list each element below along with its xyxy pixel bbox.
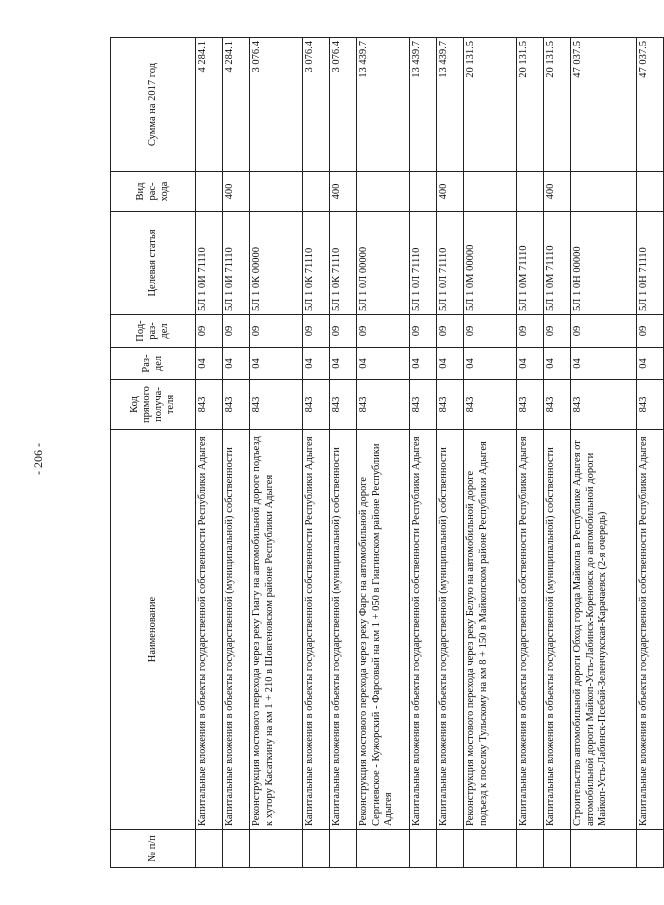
- cell-code: 843: [464, 380, 517, 430]
- table-row: [250, 38, 303, 868]
- cell-vid: [637, 172, 664, 212]
- table-row: [437, 38, 464, 868]
- cell-razdel: 04: [196, 348, 223, 380]
- cell-name: Строительство автомобильной дороги Обход города Майкопа в Республике Адыгея от автомобильной дороги Майкоп-Усть-Лабинск-Кореновск до автомобильной дороги Майкоп-Усть-Лабинск-Псебай-Зеленчукская-Карачаевск (2-я очередь): [571, 430, 637, 830]
- table-row: [330, 38, 357, 868]
- cell-podrazdel: 09: [250, 315, 303, 348]
- cell-code: 843: [357, 380, 410, 430]
- page-number: - 206 -: [31, 443, 45, 475]
- cell-name: Капитальные вложения в объекты государственной (муниципальной) собственности: [437, 430, 464, 830]
- cell-sum: 20 131.5: [544, 38, 571, 172]
- cell-vid: 400: [223, 172, 250, 212]
- cell-name: Капитальные вложения в объекты государственной собственности Республики Адыгея: [196, 430, 223, 830]
- cell-sum: 13 439.7: [357, 38, 410, 172]
- cell-article: 5Л 1 0М 00000: [464, 212, 517, 315]
- cell-article: 5Л 1 0М 71110: [517, 212, 544, 315]
- header-sum: Сумма на 2017 год: [111, 38, 196, 172]
- cell-num: [303, 830, 330, 868]
- cell-sum: 3 076.4: [250, 38, 303, 172]
- table-row: [303, 38, 330, 868]
- cell-article: 5Л 1 0Л 71110: [437, 212, 464, 315]
- cell-vid: 400: [544, 172, 571, 212]
- cell-num: [196, 830, 223, 868]
- cell-name: Капитальные вложения в объекты государственной (муниципальной) собственности: [330, 430, 357, 830]
- cell-code: 843: [637, 380, 664, 430]
- budget-table: [110, 37, 664, 868]
- cell-name: Капитальные вложения в объекты государственной собственности Республики Адыгея: [637, 430, 664, 830]
- cell-article: 5Л 1 0Л 71110: [410, 212, 437, 315]
- header-article: Целевая статья: [111, 212, 196, 315]
- cell-name: Капитальные вложения в объекты государственной собственности Республики Адыгея: [303, 430, 330, 830]
- cell-sum: 13 439.7: [410, 38, 437, 172]
- header-podrazdel: Под-раз-дел: [111, 315, 196, 348]
- cell-sum: 3 076.4: [330, 38, 357, 172]
- cell-num: [571, 830, 637, 868]
- cell-sum: 4 284.1: [196, 38, 223, 172]
- cell-code: 843: [330, 380, 357, 430]
- table-row: [464, 38, 517, 868]
- cell-sum: 20 131.5: [517, 38, 544, 172]
- cell-razdel: 04: [437, 348, 464, 380]
- cell-podrazdel: 09: [196, 315, 223, 348]
- table-row: [517, 38, 544, 868]
- cell-razdel: 04: [223, 348, 250, 380]
- cell-sum: 3 076.4: [303, 38, 330, 172]
- cell-article: 5Л 1 0М 71110: [544, 212, 571, 315]
- cell-podrazdel: 09: [410, 315, 437, 348]
- cell-podrazdel: 09: [637, 315, 664, 348]
- cell-num: [357, 830, 410, 868]
- cell-razdel: 04: [303, 348, 330, 380]
- cell-article: 5Л 1 0Л 00000: [357, 212, 410, 315]
- cell-razdel: 04: [410, 348, 437, 380]
- cell-code: 843: [544, 380, 571, 430]
- cell-name: Капитальные вложения в объекты государственной собственности Республики Адыгея: [410, 430, 437, 830]
- cell-code: 843: [437, 380, 464, 430]
- cell-name: Капитальные вложения в объекты государственной (муниципальной) собственности: [223, 430, 250, 830]
- cell-razdel: 04: [330, 348, 357, 380]
- cell-num: [437, 830, 464, 868]
- cell-name: Реконструкция мостового перехода через реку Фарс на автомобильной дороге Сергиевское - Кужорский - Фарсовый на км 1 + 050 в Гиагинском районе Республики Адыгея: [357, 430, 410, 830]
- cell-code: 843: [517, 380, 544, 430]
- cell-podrazdel: 09: [357, 315, 410, 348]
- cell-num: [410, 830, 437, 868]
- cell-vid: [303, 172, 330, 212]
- cell-article: 5Л 1 0И 71110: [196, 212, 223, 315]
- cell-code: 843: [571, 380, 637, 430]
- cell-num: [250, 830, 303, 868]
- cell-num: [544, 830, 571, 868]
- cell-article: 5Л 1 0К 71110: [330, 212, 357, 315]
- cell-vid: [517, 172, 544, 212]
- table-row: [196, 38, 223, 868]
- cell-num: [464, 830, 517, 868]
- cell-num: [223, 830, 250, 868]
- cell-article: 5Л 1 0Н 00000: [571, 212, 637, 315]
- cell-podrazdel: 09: [464, 315, 517, 348]
- cell-sum: 47 037.5: [571, 38, 637, 172]
- cell-podrazdel: 09: [330, 315, 357, 348]
- cell-article: 5Л 1 0К 00000: [250, 212, 303, 315]
- table-row: [637, 38, 664, 868]
- cell-podrazdel: 09: [223, 315, 250, 348]
- cell-name: Капитальные вложения в объекты государственной (муниципальной) собственности: [544, 430, 571, 830]
- header-vid: Вид рас-хода: [111, 172, 196, 212]
- cell-name: Капитальные вложения в объекты государственной собственности Республики Адыгея: [517, 430, 544, 830]
- cell-podrazdel: 09: [517, 315, 544, 348]
- cell-razdel: 04: [250, 348, 303, 380]
- cell-razdel: 04: [637, 348, 664, 380]
- cell-podrazdel: 09: [571, 315, 637, 348]
- cell-name: Реконструкция мостового перехода через реку Гиагу на автомобильной дороге подъезд к хутору Касаткину на км 1 + 210 в Шовгеновском районе Республики Адыгея: [250, 430, 303, 830]
- budget-table-container: [110, 38, 649, 868]
- cell-vid: [571, 172, 637, 212]
- cell-code: 843: [196, 380, 223, 430]
- cell-vid: 400: [330, 172, 357, 212]
- cell-vid: [250, 172, 303, 212]
- cell-name: Реконструкция мостового перехода через реку Белую на автомобильной дороге подъезд к поселку Тульскому на км 8 + 150 в Майкопском районе Республики Адыгея: [464, 430, 517, 830]
- cell-vid: [357, 172, 410, 212]
- table-header-row: [111, 38, 196, 868]
- cell-article: 5Л 1 0И 71110: [223, 212, 250, 315]
- cell-razdel: 04: [571, 348, 637, 380]
- table-row: [571, 38, 637, 868]
- cell-sum: 20 131.5: [464, 38, 517, 172]
- cell-num: [637, 830, 664, 868]
- table-body: [196, 38, 664, 868]
- cell-num: [517, 830, 544, 868]
- table-row: [223, 38, 250, 868]
- table-row: [544, 38, 571, 868]
- header-razdel: Раз-дел: [111, 348, 196, 380]
- table-row: [410, 38, 437, 868]
- cell-article: 5Л 1 0Н 71110: [637, 212, 664, 315]
- cell-razdel: 04: [517, 348, 544, 380]
- header-name: Наименование: [111, 430, 196, 830]
- header-code: Код прямого получа-теля: [111, 380, 196, 430]
- cell-sum: 4 284.1: [223, 38, 250, 172]
- cell-vid: 400: [437, 172, 464, 212]
- cell-code: 843: [223, 380, 250, 430]
- header-num: № п/п: [111, 830, 196, 868]
- cell-code: 843: [303, 380, 330, 430]
- cell-code: 843: [250, 380, 303, 430]
- cell-razdel: 04: [544, 348, 571, 380]
- cell-vid: [196, 172, 223, 212]
- cell-podrazdel: 09: [303, 315, 330, 348]
- cell-sum: 47 037.5: [637, 38, 664, 172]
- cell-vid: [464, 172, 517, 212]
- cell-razdel: 04: [357, 348, 410, 380]
- table-row: [357, 38, 410, 868]
- cell-podrazdel: 09: [544, 315, 571, 348]
- cell-sum: 13 439.7: [437, 38, 464, 172]
- cell-num: [330, 830, 357, 868]
- cell-vid: [410, 172, 437, 212]
- cell-article: 5Л 1 0К 71110: [303, 212, 330, 315]
- cell-podrazdel: 09: [437, 315, 464, 348]
- cell-razdel: 04: [464, 348, 517, 380]
- cell-code: 843: [410, 380, 437, 430]
